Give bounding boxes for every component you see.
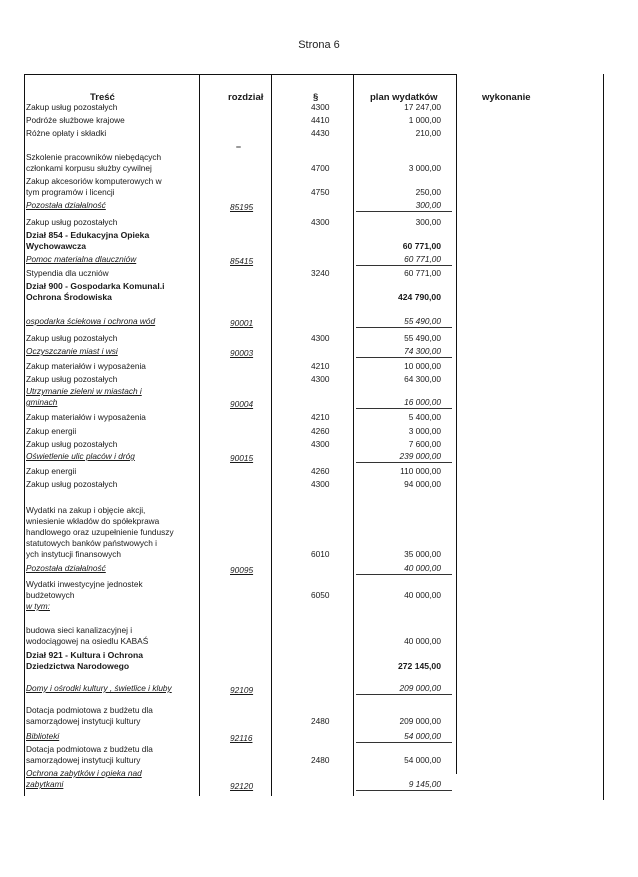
sum-underline — [356, 574, 452, 575]
plan-amount: 209 000,00 — [399, 716, 441, 726]
row-description-line: budowa sieci kanalizacyjnej i — [26, 625, 133, 635]
row-description-line: Zakup materiałów i wyposażenia — [26, 361, 146, 371]
header-paragraf: § — [313, 92, 319, 103]
row-description-line: Dział 854 - Edukacyjna Opieka — [26, 230, 150, 240]
row-description-line: Stypendia dla uczniów — [26, 268, 109, 278]
paragraf-code: 4210 — [311, 361, 330, 371]
plan-amount: 5 400,00 — [408, 412, 441, 422]
paragraf-code: 4410 — [311, 115, 330, 125]
plan-amount: 94 000,00 — [404, 479, 441, 489]
paragraf-code: 4750 — [311, 187, 330, 197]
row-description-line: ospodarka ściekowa i ochrona wód — [26, 316, 156, 326]
plan-amount: 7 600,00 — [408, 439, 441, 449]
row-description-line: Zakup akcesoriów komputerowych w — [26, 176, 162, 186]
row-description-line: samorządowej instytucji kultury — [26, 716, 141, 726]
row-description-line: wniesienie wkładów do spółekprawa — [26, 516, 160, 526]
row-description-line: Pozostała działalność — [26, 563, 106, 573]
row-description-line: Domy i ośrodki kultury , świetlice i kluby — [26, 683, 172, 693]
row-description-line: Zakup usług pozostałych — [26, 102, 118, 112]
paragraf-code: 6010 — [311, 549, 330, 559]
row-description-line: Oczyszczanie miast i wsi — [26, 346, 118, 356]
rozdzial-code: 90003 — [230, 348, 254, 358]
row-description-line: Wydatki inwestycyjne jednostek — [26, 579, 143, 589]
paragraf-code: 4260 — [311, 426, 330, 436]
plan-amount: 3 000,00 — [408, 426, 441, 436]
row-description-line: Pomoc materialna dlauczniów — [26, 254, 137, 264]
plan-amount: 209 000,00 — [399, 683, 441, 693]
row-description-line: w tym: — [26, 601, 50, 611]
paragraf-code: 6050 — [311, 590, 330, 600]
row-description-line: Pozostała działalność — [26, 200, 106, 210]
plan-amount: 1 000,00 — [408, 115, 441, 125]
rozdzial-code: 90004 — [230, 399, 254, 409]
plan-amount: 210,00 — [415, 128, 441, 138]
row-description-line: handlowego oraz uzupełnienie funduszy — [26, 527, 174, 537]
sum-underline — [356, 742, 452, 743]
plan-amount: 250,00 — [415, 187, 441, 197]
paragraf-code: 4210 — [311, 412, 330, 422]
paragraf-code: 3240 — [311, 268, 330, 278]
header-desc: Treść — [90, 92, 115, 103]
paragraf-code: 4430 — [311, 128, 330, 138]
row-description-line: budżetowych — [26, 590, 75, 600]
row-description-line: Dziedzictwa Narodowego — [26, 661, 130, 671]
row-description-line: Ochrona zabytków i opieka nad — [26, 768, 142, 778]
paragraf-code: 2480 — [311, 755, 330, 765]
row-description-line: Wychowawcza — [26, 241, 87, 251]
row-description-line: Zakup usług pozostałych — [26, 439, 118, 449]
row-description-line: Zakup energii — [26, 466, 77, 476]
rozdzial-code: 90015 — [230, 453, 254, 463]
row-description-line: Ochrona Środowiska — [26, 292, 112, 302]
plan-amount: 424 790,00 — [397, 292, 441, 302]
plan-amount: 110 000,00 — [400, 466, 441, 476]
plan-amount: 10 000,00 — [404, 361, 441, 371]
paragraf-code: 2480 — [311, 716, 330, 726]
plan-amount: 55 490,00 — [404, 316, 441, 326]
row-description-line: Biblioteki — [26, 731, 60, 741]
row-description-line: Dział 921 - Kultura i Ochrona — [26, 650, 143, 660]
row-description-line: Wydatki na zakup i objęcie akcji, — [26, 505, 146, 515]
sum-underline — [356, 790, 452, 791]
table-left-border — [24, 74, 25, 796]
row-description-line: Dotacja podmiotowa z budżetu dla — [26, 744, 153, 754]
plan-amount: 35 000,00 — [404, 549, 441, 559]
column-divider-paragraf — [271, 74, 272, 796]
paragraf-code: 4700 — [311, 163, 330, 173]
row-description-line: Zakup usług pozostałych — [26, 374, 118, 384]
row-description-line: Zakup usług pozostałych — [26, 333, 118, 343]
column-divider-wykonanie — [456, 74, 457, 774]
paragraf-code: 4300 — [311, 439, 330, 449]
plan-amount: 300,00 — [415, 217, 441, 227]
rozdzial-code: 90095 — [230, 565, 254, 575]
header-wykonanie: wykonanie — [482, 92, 531, 103]
plan-amount: 54 000,00 — [404, 731, 441, 741]
row-description-line: gminach — [26, 397, 58, 407]
plan-amount: 40 000,00 — [404, 563, 441, 573]
table-right-border — [603, 74, 604, 800]
rozdzial-code: 92116 — [230, 733, 253, 743]
rozdzial-code: 90001 — [230, 318, 254, 328]
row-description-line: zabytkami — [26, 779, 64, 789]
row-description-line: samorządowej instytucji kultury — [26, 755, 141, 765]
row-description-line: Podróże służbowe krajowe — [26, 115, 125, 125]
plan-amount: 60 771,00 — [404, 268, 441, 278]
row-description-line: Zakup usług pozostałych — [26, 217, 118, 227]
row-description-line: Szkolenie pracowników niebędących — [26, 152, 162, 162]
page-label: Strona 6 — [298, 39, 340, 51]
row-description-line: tym programów i licencji — [26, 187, 115, 197]
paragraf-code: 4300 — [311, 102, 330, 112]
plan-amount: 16 000,00 — [404, 397, 441, 407]
plan-amount: 74 300,00 — [404, 346, 441, 356]
paragraf-code: 4300 — [311, 479, 330, 489]
plan-amount: 64 300,00 — [404, 374, 441, 384]
scan-speck — [236, 146, 241, 148]
plan-amount: 3 000,00 — [408, 163, 441, 173]
paragraf-code: 4300 — [311, 217, 330, 227]
plan-amount: 17 247,00 — [404, 102, 441, 112]
header-plan: plan wydatków — [370, 92, 438, 103]
plan-amount: 60 771,00 — [402, 241, 441, 251]
row-description-line: Dotacja podmiotowa z budżetu dla — [26, 705, 153, 715]
plan-amount: 9 145,00 — [408, 779, 441, 789]
sum-underline — [356, 211, 452, 212]
row-description-line: Zakup energii — [26, 426, 77, 436]
plan-amount: 300,00 — [415, 200, 441, 210]
row-description-line: Różne opłaty i składki — [26, 128, 107, 138]
row-description-line: Zakup usług pozostałych — [26, 479, 118, 489]
row-description-line: Oświetlenie ulic placów i dróg — [26, 451, 135, 461]
plan-amount: 272 145,00 — [397, 661, 441, 671]
row-description-line: statutowych banków państwowych i — [26, 538, 157, 548]
plan-amount: 239 000,00 — [399, 451, 441, 461]
row-description-line: członkami korpusu służby cywilnej — [26, 163, 152, 173]
row-description-line: Dział 900 - Gospodarka Komunal.i — [26, 281, 165, 291]
sum-underline — [356, 408, 452, 409]
rozdzial-code: 92120 — [230, 781, 254, 791]
paragraf-code: 4300 — [311, 333, 330, 343]
sum-underline — [356, 694, 452, 695]
column-divider-plan — [353, 74, 354, 796]
plan-amount: 55 490,00 — [404, 333, 441, 343]
plan-amount: 60 771,00 — [404, 254, 441, 264]
sum-underline — [356, 462, 452, 463]
sum-underline — [356, 327, 452, 328]
sum-underline — [356, 357, 452, 358]
row-description-line: Zakup materiałów i wyposażenia — [26, 412, 146, 422]
rozdzial-code: 85195 — [230, 202, 254, 212]
rozdzial-code: 85415 — [230, 256, 254, 266]
rozdzial-code: 92109 — [230, 685, 254, 695]
row-description-line: ych instytucji finansowych — [26, 549, 121, 559]
plan-amount: 40 000,00 — [404, 636, 441, 646]
column-divider-rozdzial — [199, 74, 200, 796]
table-top-border — [24, 74, 457, 75]
header-rozdzial: rozdział — [228, 92, 264, 103]
row-description-line: Utrzymanie zieleni w miastach i — [26, 386, 142, 396]
plan-amount: 40 000,00 — [404, 590, 441, 600]
row-description-line: wodociągowej na osiedlu KABAŚ — [26, 636, 149, 646]
paragraf-code: 4300 — [311, 374, 330, 384]
plan-amount: 54 000,00 — [404, 755, 441, 765]
paragraf-code: 4260 — [311, 466, 330, 476]
sum-underline — [356, 265, 452, 266]
